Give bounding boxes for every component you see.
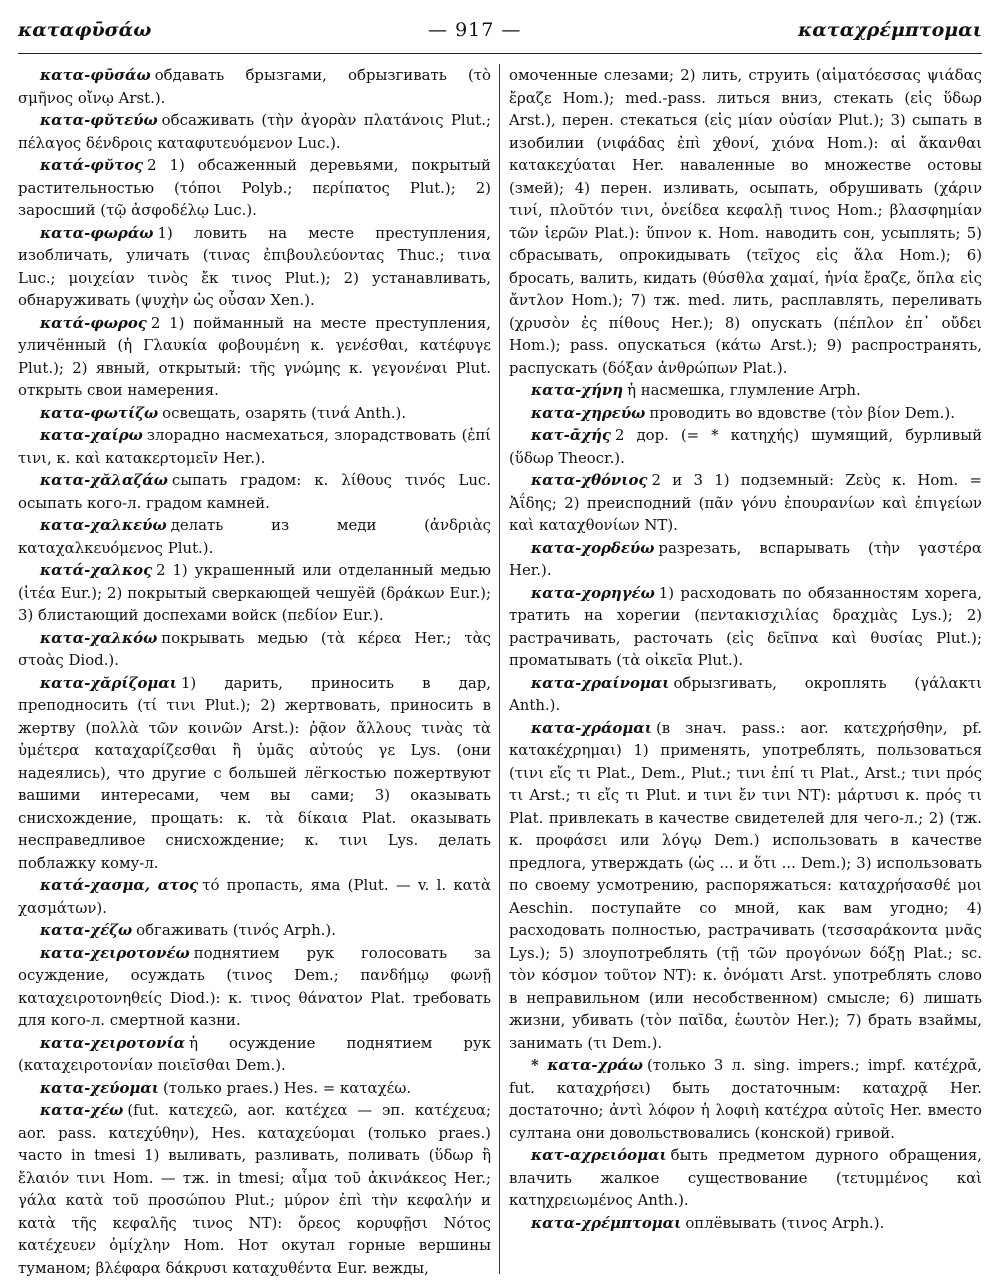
header-right-guideword: καταχρέμπτομαι (798, 19, 982, 41)
entry-headword: κατα-φωράω (40, 223, 154, 242)
dictionary-entry (509, 582, 982, 672)
entry-headword: κατα-χᾰρίζομαι (40, 673, 177, 692)
entry-definition: 1) дарить, приносить в дар, преподносить (τί τινι Plut.); 2) жертвовать, приносить в жертву (πολλὰ τῶν κοινῶν Arst.): ῥᾷον ἄλλους τινὰς τὰ ὑμέτερα καταχαρίζεσθαι ἢ ὑμᾶς αὐτούς γε Lys. (они надеялись), что другие с большей лёгкостью пожертвуют вашими интересами, чем вы сами; 3) оказывать снисхождение, прощать: κ. τὰ δίκαια Plat. оказывать несправедливое снисхождение; κ. τινι Lys. делать поблажку кому-л. (18, 673, 491, 872)
dictionary-entry (509, 1144, 982, 1212)
dictionary-entry (18, 424, 491, 469)
entry-definition: (только praes.) Hes. = καταχέω. (162, 1078, 412, 1097)
dictionary-entry (18, 469, 491, 514)
entry-definition: 2 1) обсаженный деревьями, покрытый растительностью (τόποι Polyb.; περίπατος Plut.); 2) заросший (τῷ ἀσφοδέλῳ Luc.). (18, 156, 491, 219)
dictionary-entry (509, 537, 982, 582)
entry-definition: 2 1) украшенный или отделанный медью (ἰτέα Eur.); 2) покрытый сверкающей чешуёй (δράκων Eur.); 3) блистающий доспехами войск (πεδίον Eur.). (18, 561, 491, 624)
entry-definition: проводить во вдовстве (τὸν βίον Dem.). (649, 403, 955, 422)
entry-headword: κατα-χεύομαι (40, 1078, 159, 1097)
dictionary-entry (509, 469, 982, 537)
entry-headword: κατά-φωρος (40, 313, 147, 332)
entry-definition: (только 3 л. sing. impers.; impf. κατέχρᾱ, fut. καταχρήσει) быть достаточным: καταχρᾷ Her. достаточно; ἀντὶ λόφον ἡ λοφιὴ κατέχρα αὐτοῖς Her. вместо султана они довольствовались (конской) гривой. (509, 1056, 982, 1142)
entry-headword: κατα-χράομαι (531, 718, 652, 737)
entry-definition: обдавать брызгами, обрызгивать (τὸ σμῆνος οἴνῳ Arst.). (18, 66, 491, 107)
entry-definition: 2 дор. (= * κατηχής) шумящий, бурливый (ὕδωρ Theocr.). (509, 426, 982, 467)
entry-headword: κατα-χθόνιος (531, 471, 648, 489)
page-number: — 917 — (428, 19, 522, 41)
dictionary-entry (509, 1054, 982, 1144)
entry-definition: 2 и 3 1) подземный: Ζεὺς κ. Hom. = Ἀΐδης; 2) преисподний (πᾶν γόνυ ἐπουρανίων καὶ ἐπιγείων καὶ καταχθονίων NT). (509, 471, 982, 534)
entry-headword: κατα-χρέμπτομαι (531, 1213, 682, 1232)
dictionary-entry (18, 154, 491, 222)
entry-headword: κατα-χειροτονία (40, 1033, 186, 1052)
header-rule (18, 53, 982, 54)
entry-definition: обгаживать (τινός Arph.). (136, 921, 336, 939)
dictionary-columns (18, 64, 982, 1276)
entry-definition: омоченные слезами; 2) лить, струить (αἱματόεσσας ψιάδας ἔραζε Hom.); med.-pass. литься вниз, стекать (εἰς ὕδωρ Arst.), перен. стекаться (εἰς μίαν οὐσίαν Plut.); 3) сыпать в изобилии (νιφάδας ἐπὶ χθονί, χιόνα Hom.): αἱ ἄκανθαι κατακεχύαται Her. наваленные во множестве остовы (змей); 4) перен. изливать, осыпать, обрушивать (χάριν τινί, πλοῦτόν τινι, ὀνείδεα κεφαλῇ τινος Hom.; βλασφημίαν τῶν ἱερῶν Plat.): ὕπνον κ. Hom. наводить сон, усыплять; 5) сбрасывать, опрокидывать (τεῖχος εἰς ἅλα Hom.); 6) бросать, валить, кидать (θύσθλα χαμαί, ἡνία ἔραζε, ὅπλα εἰς ἄντλον Hom.); 7) тж. med. лить, расплавлять, переливать (χρυσὸν ἐς πίθους Her.); 8) опускать (πέπλον ἐπ᾽ οὔδει Hom.); pass. опускаться (κάτω Arst.); 9) распространять, распускать (δόξαν ἀνθρώπων Plat.). (509, 66, 982, 377)
dictionary-entry (509, 672, 982, 717)
entry-definition: разрезать, вспарывать (τὴν γαστέρα Her.). (509, 538, 982, 579)
dictionary-entry (18, 222, 491, 312)
page-header (18, 10, 982, 50)
entry-definition: быть предметом дурного обращения, влачить жалкое существование (τετυμμένος καὶ κατηχρειωμένος Anth.). (509, 1146, 982, 1209)
entry-definition: оплёвывать (τινος Arph.). (685, 1213, 885, 1232)
entry-definition: делать из меди (ἀνδριὰς καταχαλκευόμενος Plut.). (18, 516, 491, 557)
dictionary-entry (18, 874, 491, 919)
entry-headword: κατα-φῠτεύω (40, 111, 158, 129)
entry-headword: κατά-φῠτος (40, 156, 144, 174)
entry-definition: (в знач. pass.: aor. κατεχρήσθην, pf. κατακέχρημαι) 1) применять, употреблять, пользоваться (τινι εἴς τι Plat., Dem., Plut.; τινι ἐπί τι Plat., Arst.; τινι πρός τι Arst.; τι εἴς τι Plut. и τινι ἔν τινι NT): μάρτυσι κ. πρός τι Plat. привлекать в качестве свидетелей для чего-л.; 2) (тж. κ. προφάσει или λόγῳ Dem.) использовать в качестве предлога, утверждать (ὡς ... и ὅτι ... Dem.); 3) использовать по своему усмотрению, распоряжаться: καταχρήσασθέ μοι Aeschin. поступайте со мной, как вам угодно; 4) расходовать полностью, растрачивать (τεσσαράκοντα μνᾶς Lys.); 5) злоупотреблять (τῇ τῶν προγόνων δόξῃ Plat.; sc. τὸν κόσμον τοῦτον NT): κ. ὀνόματι Arst. употреблять слово в неправильном (или несобственном) смысле; 6) лишать жизни, убивать (τὸν παῖδα, ἑωυτὸν Her.); 7) брать взаймы, занимать (τι Dem.). (509, 718, 982, 1052)
entry-definition: (fut. κατεχεῶ, aor. κατέχεα — эп. κατέχευα; aor. pass. κατεχύθην), Hes. καταχεύομαι (только praes.) часто in tmesi 1) выливать, разливать, поливать (ὕδωρ ἢ ἔλαιόν τινι Hom. — тж. in tmesi; αἷμα τοῦ ἀκινάκεος Her.; γάλα κατὰ τοῦ προσώπου Plut.; μύρον ἐπὶ τὴν κεφαλήν и κατὰ τῆς κεφαλῆς τινος NT): ὄρεος κορυφῇσι Νότος κατέχευεν ὀμίχλην Hom. Нот окутал горные вершины туманом; βλέφαρα δάκρυσι καταχυθέντα Eur. вежды, (18, 1101, 491, 1276)
dictionary-entry (18, 514, 491, 559)
entry-definition: поднятием рук голосовать за осуждение, осуждать (τινος Dem.; πανδήμῳ φωνῇ καταχειροτονηθείς Diod.): κ. τινος θάνατον Plat. требовать для кого-л. смертной казни. (18, 943, 491, 1029)
entry-definition: обсаживать (τὴν ἀγορὰν πλατάνοις Plut.; πέλαγος δένδροις καταφυτευόμενον Luc.). (18, 111, 491, 152)
dictionary-entry (18, 627, 491, 672)
entry-definition: сыпать градом: κ. λίθους τινός Luc. осыпать кого-л. градом камней. (18, 471, 491, 512)
dictionary-entry (18, 64, 491, 109)
dictionary-entry (18, 942, 491, 1032)
dictionary-entry (18, 312, 491, 402)
entry-definition: 2 1) пойманный на месте преступления, уличённый (ἡ Γλαυκία φοβουμένη κ. γενέσθαι, κατέφυγε Plut.); 2) явный, открытый: τῆς γνώμης κ. γεγονέναι Plut. открыть свои намерения. (18, 313, 491, 399)
entry-headword: κατ-αχρειόομαι (531, 1146, 667, 1164)
dictionary-entry (509, 64, 982, 379)
entry-headword: κατα-χαίρω (40, 426, 143, 444)
dictionary-entry (18, 559, 491, 627)
left-column (18, 64, 491, 1276)
dictionary-entry (18, 402, 491, 425)
entry-headword: κατα-χορηγέω (531, 583, 655, 602)
dictionary-entry (18, 672, 491, 875)
entry-definition: 1) расходовать по обязанностям хорега, тратить на хорегии (πεντακισχιλίας δραχμὰς Lys.); 2) растрачивать, расточать (εἰς δεῖπνα καὶ θυσίας Plut.); проматывать (τὰ οἰκεῖα Plut.). (509, 583, 982, 669)
dictionary-entry (18, 1077, 491, 1100)
entry-headword: κατα-φωτίζω (40, 403, 159, 422)
entry-definition: 1) ловить на месте преступления, изобличать, уличать (τινας ἐπιβουλεύοντας Thuc.; τινα Luc.; μοιχείαν τινὸς ἔκ τινος Plut.); 2) устанавливать, обнаруживать (ψυχὴν ὡς οὖσαν Xen.). (18, 223, 491, 309)
entry-headword: κατα-χορδεύω (531, 538, 655, 557)
entry-definition: обрызгивать, окроплять (γάλακτι Anth.). (509, 673, 982, 714)
dictionary-entry (18, 919, 491, 942)
entry-definition: ἡ насмешка, глумление Arph. (627, 381, 861, 399)
entry-headword: κατά-χασμα, ατος (40, 876, 199, 894)
entry-headword: κατα-χραίνομαι (531, 673, 670, 692)
dictionary-entry (18, 109, 491, 154)
entry-headword: * κατα-χράω (531, 1056, 643, 1074)
entry-headword: κατα-χήνη (531, 381, 624, 399)
entry-headword: κατα-χαλκεύω (40, 516, 167, 534)
entry-headword: κατα-χειροτονέω (40, 943, 190, 962)
entry-headword: κατ-ᾱχής (531, 426, 611, 444)
entry-definition: злорадно насмехаться, злорадствовать (ἐπί τινι, κ. καὶ κατακερτομεῖν Her.). (18, 426, 491, 467)
dictionary-entry (509, 717, 982, 1055)
dictionary-entry (509, 402, 982, 425)
right-column (509, 64, 982, 1276)
entry-headword: κατα-χᾰλαζάω (40, 471, 168, 489)
entry-headword: κατα-χαλκόω (40, 628, 158, 647)
entry-definition: покрывать медью (τὰ κέρεα Her.; τὰς στοὰς Diod.). (18, 628, 491, 669)
entry-headword: κατα-χέζω (40, 921, 133, 939)
entry-headword: κατα-χηρεύω (531, 403, 646, 422)
dictionary-entry (509, 1212, 982, 1235)
entry-headword: κατα-φῡσάω (40, 66, 151, 84)
entry-headword: κατά-χαλκος (40, 561, 153, 579)
dictionary-entry (509, 379, 982, 402)
dictionary-entry (18, 1032, 491, 1077)
entry-definition: освещать, озарять (τινά Anth.). (162, 403, 407, 422)
entry-definition: ἡ осуждение поднятием рук (καταχειροτονίαν ποιεῖσθαι Dem.). (18, 1033, 491, 1074)
dictionary-entry (509, 424, 982, 469)
dictionary-entry (18, 1099, 491, 1276)
entry-headword: κατα-χέω (40, 1101, 124, 1119)
header-left-guideword: καταφῡσάω (18, 19, 152, 41)
entry-definition: τό пропасть, яма (Plut. — v. l. κατὰ χασμάτων). (18, 876, 491, 917)
